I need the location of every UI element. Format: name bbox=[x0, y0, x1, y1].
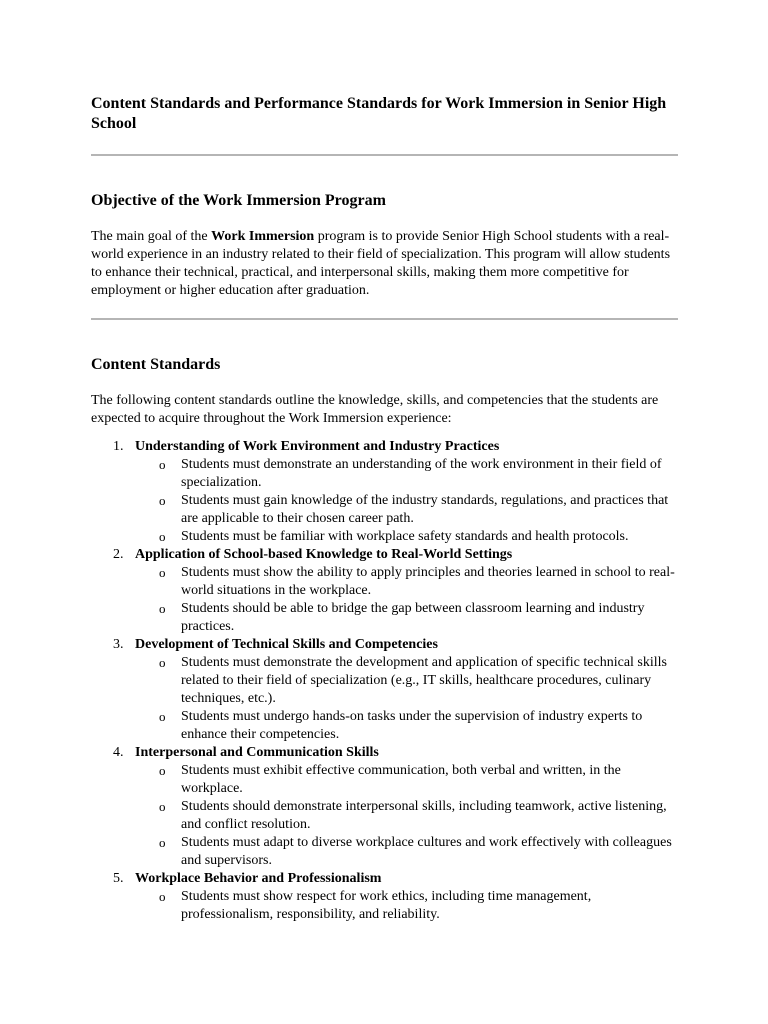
standard-title: Development of Technical Skills and Competencies bbox=[135, 637, 438, 652]
standard-title: Application of School-based Knowledge to Real-World Settings bbox=[135, 547, 513, 562]
standard-title: Interpersonal and Communication Skills bbox=[135, 745, 379, 760]
standard-point-text: Students must be familiar with workplace safety standards and health protocols. bbox=[181, 529, 629, 544]
standard-point-text: Students must show the ability to apply principles and theories learned in school to real-world situations in the workplace. bbox=[181, 565, 675, 598]
hollow-bullet-icon: o bbox=[159, 529, 166, 544]
objective-text-rest: program is to provide Senior High School students with a real-world experience in an industry related to their field of specialization. This program will allow students to enhance their technical, practical, and interpersonal skills, making them more competitive for employment or higher education after graduation. bbox=[91, 229, 671, 298]
standard-number: 1. bbox=[113, 439, 124, 454]
standard-point bbox=[135, 888, 678, 924]
content-standards-intro: The following content standards outline the knowledge, skills, and competencies that the students are expected to acquire throughout the Work Immersion experience: bbox=[91, 393, 659, 426]
standard-number: 4. bbox=[113, 745, 124, 760]
standard-point bbox=[135, 600, 678, 636]
standard-point-text: Students must exhibit effective communication, both verbal and written, in the workplace. bbox=[181, 763, 621, 796]
standard-point bbox=[135, 798, 678, 834]
hollow-bullet-icon: o bbox=[159, 601, 166, 616]
section-divider bbox=[91, 154, 678, 156]
standard-item bbox=[91, 438, 678, 546]
standard-item bbox=[91, 744, 678, 870]
standard-point-text: Students should demonstrate interpersonal skills, including teamwork, active listening, and conflict resolution. bbox=[181, 799, 667, 832]
standard-point bbox=[135, 564, 678, 600]
objective-paragraph bbox=[91, 228, 678, 300]
standard-number: 5. bbox=[113, 871, 124, 886]
standard-point-text: Students must adapt to diverse workplace cultures and work effectively with colleagues and supervisors. bbox=[181, 835, 672, 868]
standard-points bbox=[135, 456, 678, 546]
standard-point-text: Students must show respect for work ethics, including time management, professionalism, responsibility, and reliability. bbox=[181, 889, 592, 922]
standard-point-text: Students must demonstrate an understanding of the work environment in their field of specialization. bbox=[181, 457, 662, 490]
hollow-bullet-icon: o bbox=[159, 763, 166, 778]
standard-points bbox=[135, 564, 678, 636]
hollow-bullet-icon: o bbox=[159, 835, 166, 850]
standard-points bbox=[135, 654, 678, 744]
hollow-bullet-icon: o bbox=[159, 799, 166, 814]
document-content bbox=[91, 94, 678, 924]
standard-number: 2. bbox=[113, 547, 124, 562]
standard-number: 3. bbox=[113, 637, 124, 652]
hollow-bullet-icon: o bbox=[159, 889, 166, 904]
hollow-bullet-icon: o bbox=[159, 709, 166, 724]
standard-item bbox=[91, 636, 678, 744]
hollow-bullet-icon: o bbox=[159, 655, 166, 670]
hollow-bullet-icon: o bbox=[159, 565, 166, 580]
standard-point bbox=[135, 456, 678, 492]
standard-point-text: Students must undergo hands-on tasks under the supervision of industry experts to enhance their competencies. bbox=[181, 709, 643, 742]
section-divider bbox=[91, 318, 678, 320]
standard-points bbox=[135, 762, 678, 870]
objective-text-start: The main goal of the bbox=[91, 229, 212, 244]
standard-point bbox=[135, 708, 678, 744]
standard-item bbox=[91, 546, 678, 636]
standard-title: Understanding of Work Environment and Industry Practices bbox=[135, 439, 500, 454]
standard-point bbox=[135, 834, 678, 870]
standard-point bbox=[135, 528, 678, 546]
standard-point-text: Students must gain knowledge of the industry standards, regulations, and practices that are applicable to their chosen career path. bbox=[181, 493, 669, 526]
standard-point bbox=[135, 492, 678, 528]
standard-point-text: Students must demonstrate the development and application of specific technical skills related to their field of specialization (e.g., IT skills, healthcare procedures, culinary techniques, etc.). bbox=[181, 655, 667, 706]
standard-points bbox=[135, 888, 678, 924]
standard-point bbox=[135, 654, 678, 708]
objective-heading: Objective of the Work Immersion Program bbox=[91, 192, 386, 209]
content-standards-list bbox=[91, 438, 678, 924]
hollow-bullet-icon: o bbox=[159, 493, 166, 508]
content-standards-heading: Content Standards bbox=[91, 356, 221, 373]
standard-point-text: Students should be able to bridge the gap between classroom learning and industry practices. bbox=[181, 601, 645, 634]
standard-title: Workplace Behavior and Professionalism bbox=[135, 871, 382, 886]
document-title: Content Standards and Performance Standards for Work Immersion in Senior High School bbox=[91, 95, 667, 132]
standard-point bbox=[135, 762, 678, 798]
hollow-bullet-icon: o bbox=[159, 457, 166, 472]
standard-item bbox=[91, 870, 678, 924]
objective-text-bold: Work Immersion bbox=[211, 229, 315, 244]
